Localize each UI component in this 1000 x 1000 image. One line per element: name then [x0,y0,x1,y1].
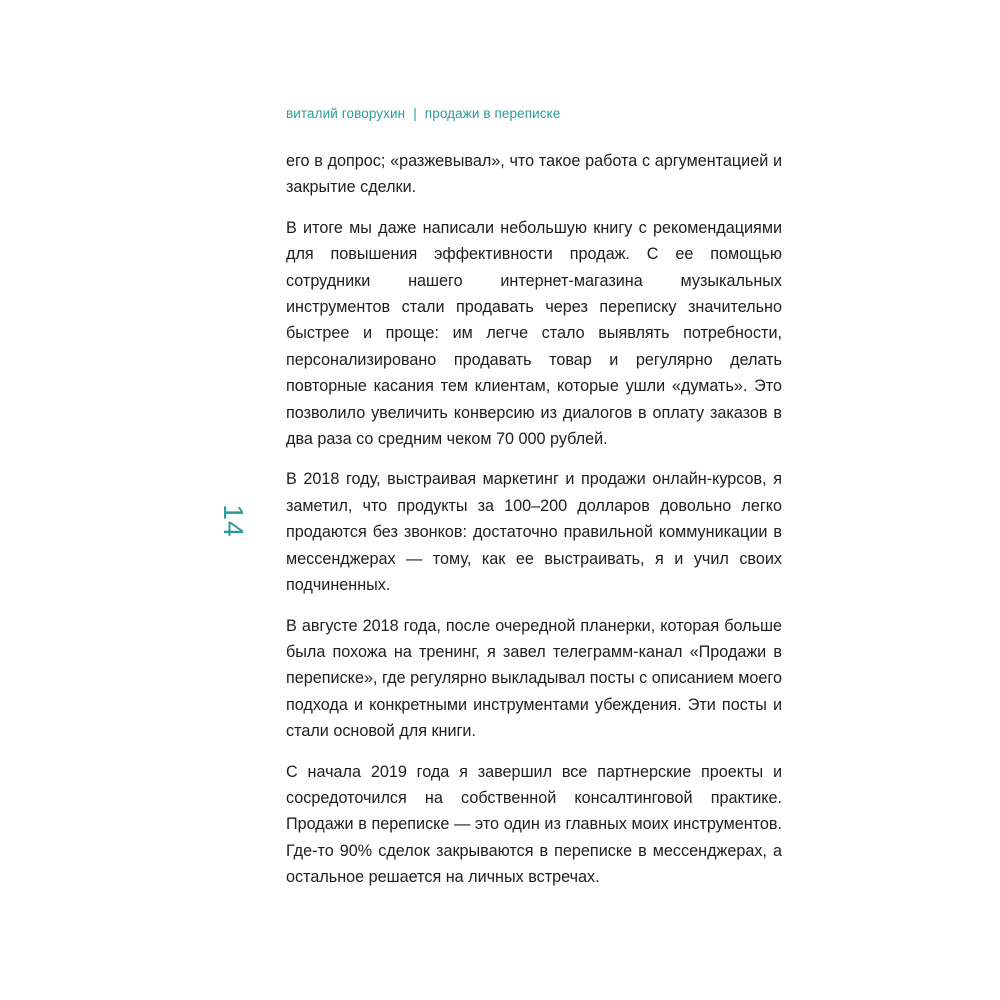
page-number: 14 [218,504,249,538]
running-head-separator: | [413,106,417,121]
running-head-author: виталий говорухин [286,106,406,121]
running-head-book-title: продажи в переписке [424,106,561,121]
running-head [286,106,560,121]
paragraph: В августе 2018 года, после очередной планерки, которая больше была похожа на тренинг, я завел телеграмм-канал «Продажи в переписке», где регулярно выкладывал посты с описанием моего подхода и конкретными инструментами убеждения. Эти посты и стали основой для книги. [286,616,782,741]
paragraph: В 2018 году, выстраивая маркетинг и продажи онлайн-курсов, я заметил, что продукты за 100–200 долларов довольно легко продаются без звонков: достаточно правильной коммуникации в мессенджерах — тому, как ее выстраивать, я и учил своих подчиненных. [286,470,782,595]
paragraph: его в допрос; «разжевывал», что такое работа с аргументацией и закрытие сделки. [286,152,782,197]
body-text [286,148,782,905]
paragraph: В итоге мы даже написали небольшую книгу с рекомендациями для повышения эффективности продаж. С ее помощью сотрудники нашего интернет-магазина музыкальных инструментов стали продавать через переписку значительно быстрее и проще: им легче стало выявлять потребности, персонализировано продавать товар и регулярно делать повторные касания тем клиентам, которые ушли «думать». Это позволило увеличить конверсию из диалогов в оплату заказов в два раза со средним чеком 70 000 рублей. [286,218,782,449]
paragraph: С начала 2019 года я завершил все партнерские проекты и сосредоточился на собственной консалтинговой практике. Продажи в переписке — это один из главных моих инструментов. Где-то 90% сделок закрываются в переписке в мессенджерах, а остальное решается на личных встречах. [286,762,782,887]
